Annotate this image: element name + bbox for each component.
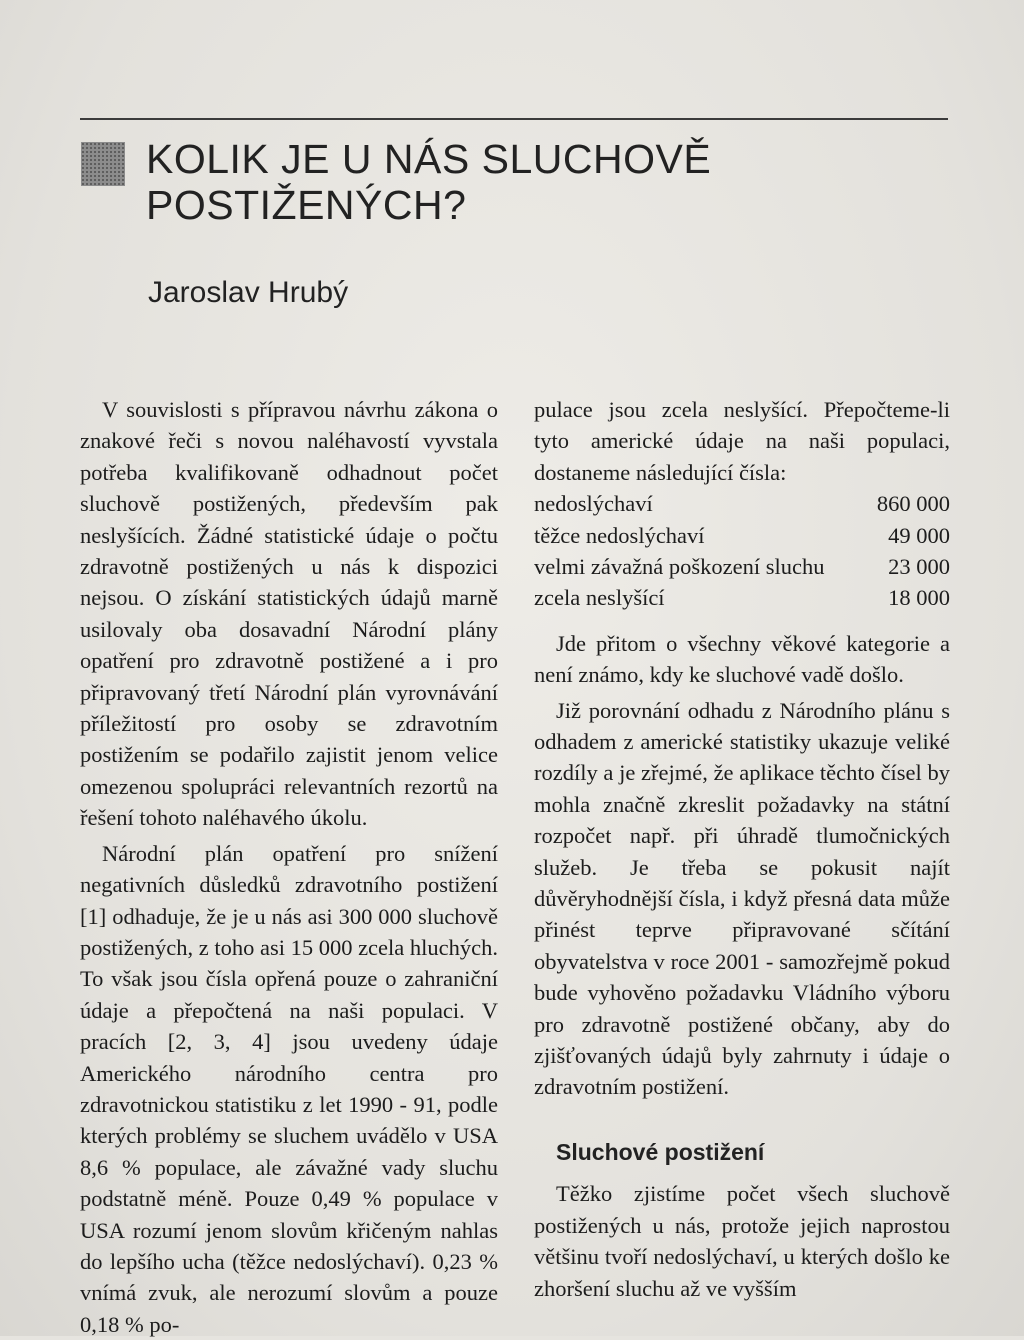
- stat-value: 18 000: [888, 585, 950, 611]
- section-heading: Sluchové postižení: [556, 1138, 765, 1165]
- paragraph-3: Jde přitom o všechny věkové kategorie a není známo, kdy ke sluchové vadě došlo.: [534, 630, 950, 688]
- stat-row: [534, 582, 950, 613]
- spacer: [534, 614, 950, 628]
- statistics-list: [534, 488, 950, 614]
- stat-label: zcela neslyšící: [534, 585, 665, 611]
- stat-row: [534, 488, 950, 519]
- title-line-1: KOLIK JE U NÁS SLUCHOVĚ: [146, 136, 712, 182]
- stat-value: 49 000: [888, 522, 950, 548]
- paragraph-5: Těžko zjistíme počet všech sluchově postižených u nás, protože jejich naprostou většinu tvoří nedoslýchaví, u kterých došlo ke zhoršení sluchu až ve vyšším: [534, 1181, 950, 1301]
- stat-label: těžce nedoslýchaví: [534, 522, 705, 548]
- right-column: [534, 394, 950, 1304]
- stat-row: [534, 551, 950, 582]
- stat-label: nedoslýchaví: [534, 491, 653, 517]
- stat-value: 860 000: [876, 491, 950, 517]
- article-title: [146, 136, 846, 228]
- stat-value: 23 000: [888, 554, 950, 579]
- left-column: [80, 394, 498, 1340]
- paragraph-4: Již porovnání odhadu z Národního plánu s odhadem z americké statistiky ukazuje veliké rozdíly a je zřejmé, že aplikace těchto čísel by mohla značně zkreslit požadavky na státní rozpočet např. při úhradě tlumočnických služeb. Je třeba se pokusit najít důvěryhodnější čísla, i když přesná data může přinést teprve připravované sčítání obyvatelstva v roce 2001 - samozřejmě pokud bude vyhověno požadavku Vládního výboru pro zdravotně postižené občany, aby do zjišťovaných údajů byly zahrnuty i údaje o zdravotním postižení.: [534, 697, 950, 1100]
- stat-row: [534, 520, 950, 551]
- paragraph-continuation: pulace jsou zcela neslyšící. Přepočteme-li tyto americké údaje na naši populaci, dostaneme následující čísla:: [534, 397, 950, 485]
- paragraph-1: V souvislosti s přípravou návrhu zákona o znakové řeči s novou naléhavostí vyvstala potřeba kvalifikovaně odhadnout počet sluchově postižených, především pak neslyšících. Žádné statistické údaje o počtu zdravotně postižených u nás k dispozici nejsou. O získání statistických údajů marně usilovaly oba dosavadní Národní plány opatření pro zdravotně postižené a i pro připravovaný třetí Národní plán vyrovnávání příležitostí pro osoby se zdravotním postižením se podařilo zajistit jenom velice omezenou spolupráci relevantních rezortů na řešení tohoto naléhavého úkolu.: [80, 397, 498, 831]
- title-square-icon: [81, 142, 125, 186]
- article-author: Jaroslav Hrubý: [148, 276, 349, 309]
- title-line-2: POSTIŽENÝCH?: [146, 182, 467, 228]
- top-rule: [80, 118, 948, 120]
- stat-label: velmi závažná poškození sluchu: [534, 554, 825, 579]
- paragraph-2: Národní plán opatření pro snížení negativních důsledků zdravotního postižení [1] odhaduje, že je u nás asi 300 000 sluchově postižených, z toho asi 15 000 zcela hluchých. To však jsou čísla opřená pouze o zahraniční údaje a přepočtená na naši populaci. V pracích [2, 3, 4] jsou uvedeny údaje Amerického národního centra pro zdravotnickou statistiku z let 1990 - 91, podle kterých problémy se sluchem uvádělo v USA 8,6 % populace, ale závažné vady sluchu podstatně méně. Pouze 0,49 % populace v USA rozumí jenom slovům křičeným nahlas do lepšího ucha (těžce nedoslýchaví). 0,23 % vnímá zvuk, ale nerozumí slovům a pouze 0,18 % po-: [80, 840, 498, 1337]
